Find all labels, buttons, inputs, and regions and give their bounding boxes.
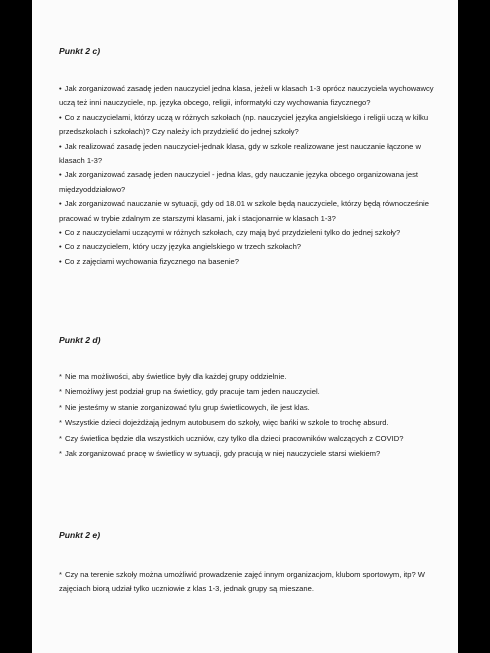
question-list-2d bbox=[59, 370, 403, 461]
bullet-marker: • bbox=[59, 84, 62, 93]
list-item bbox=[59, 447, 403, 461]
list-item bbox=[59, 385, 403, 399]
list-item-text: Co z nauczycielami uczącymi w różnych szkołach, czy mają być przydzieleni tylko do jednej szkoły? bbox=[64, 228, 401, 238]
list-item bbox=[59, 416, 403, 430]
bullet-marker: • bbox=[59, 228, 62, 238]
list-item-text: Jak zorganizować zasadę jeden nauczyciel jedna klasa, jeżeli w klasach 1-3 oprócz nauczyciela wychowawcy uczą też inni nauczyciele, np. języka obcego, religii, informatyki czy wychowania fizycznego? bbox=[59, 84, 434, 108]
list-item bbox=[59, 111, 439, 140]
bullet-marker: • bbox=[59, 170, 62, 180]
bullet-marker: * bbox=[59, 418, 62, 428]
section-heading-2e: Punkt 2 e) bbox=[59, 530, 101, 540]
question-list-2e bbox=[59, 568, 439, 597]
section-heading-2c: Punkt 2 c) bbox=[59, 46, 101, 56]
list-item-text: Czy na terenie szkoły można umożliwić prowadzenie zajęć innym organizacjom, klubom sportowym, itp? W zajęciach biorą udział tylko uczniowie z klas 1-3, jednak grupy są mieszane. bbox=[59, 570, 425, 594]
bullet-marker: * bbox=[59, 449, 62, 459]
question-list-2c bbox=[59, 82, 439, 269]
bullet-marker: • bbox=[59, 256, 62, 266]
list-item bbox=[59, 255, 439, 269]
bullet-marker: • bbox=[59, 199, 62, 209]
list-item-text: Jak realizować zasadę jeden nauczyciel-jednak klasa, gdy w szkole realizowane jest nauczanie łączone w klasach 1-3? bbox=[59, 141, 421, 166]
list-item-text: Nie ma możliwości, aby świetlice były dla każdej grupy oddzielnie. bbox=[64, 372, 287, 381]
list-item-text: Jak zorganizować zasadę jeden nauczyciel - jedna klas, gdy nauczanie języka obcego organizowana jest międzyoddziałowo? bbox=[59, 170, 418, 194]
list-item bbox=[59, 240, 439, 254]
list-item-text: Co z zajęciami wychowania fizycznego na basenie? bbox=[64, 256, 239, 266]
list-item-text: Niemożliwy jest podział grup na świetlicy, gdy pracuje tam jeden nauczyciel. bbox=[64, 387, 320, 397]
bullet-marker: * bbox=[59, 372, 62, 381]
list-item-text: Jak zorganizować nauczanie w sytuacji, gdy od 18.01 w szkole będą nauczyciele, którzy będą równocześnie pracować w trybie zdalnym ze starszymi klasami, jak i stacjonarnie w klasach 1-3? bbox=[59, 199, 429, 223]
section-heading-2d: Punkt 2 d) bbox=[59, 335, 101, 345]
list-item bbox=[59, 568, 439, 597]
document-page bbox=[32, 0, 458, 653]
bullet-marker: • bbox=[59, 141, 62, 151]
list-item bbox=[59, 140, 439, 169]
list-item-text: Co z nauczycielami, którzy uczą w różnych szkołach (np. nauczyciel języka angielskiego i religii uczą w kilku przedszkolach i szkołach)? Czy należy ich przydzielić do jednej szkoły? bbox=[59, 112, 429, 137]
list-item bbox=[59, 432, 403, 446]
list-item-text: Nie jesteśmy w stanie zorganizować tylu grup świetlicowych, ile jest klas. bbox=[64, 402, 310, 412]
list-item bbox=[59, 197, 439, 226]
list-item-text: Jak zorganizować pracę w świetlicy w sytuacji, gdy pracują w niej nauczyciele starsi wiekiem? bbox=[64, 449, 381, 459]
list-item-text: Co z nauczycielem, który uczy języka angielskiego w trzech szkołach? bbox=[64, 242, 302, 252]
bullet-marker: • bbox=[59, 242, 62, 252]
list-item bbox=[59, 370, 403, 384]
bullet-marker: * bbox=[59, 387, 62, 397]
list-item-text: Wszystkie dzieci dojeżdżają jednym autobusem do szkoły, więc bańki w szkole to trochę absurd. bbox=[64, 418, 389, 428]
list-item bbox=[59, 82, 439, 111]
list-item bbox=[59, 401, 403, 415]
bullet-marker: • bbox=[59, 112, 62, 122]
bullet-marker: * bbox=[59, 570, 62, 579]
bullet-marker: * bbox=[59, 433, 62, 443]
bullet-marker: * bbox=[59, 402, 62, 412]
list-item bbox=[59, 168, 439, 197]
list-item-text: Czy świetlica będzie dla wszystkich uczniów, czy tylko dla dzieci pracowników walczących z COVID? bbox=[64, 433, 404, 443]
list-item bbox=[59, 226, 439, 240]
